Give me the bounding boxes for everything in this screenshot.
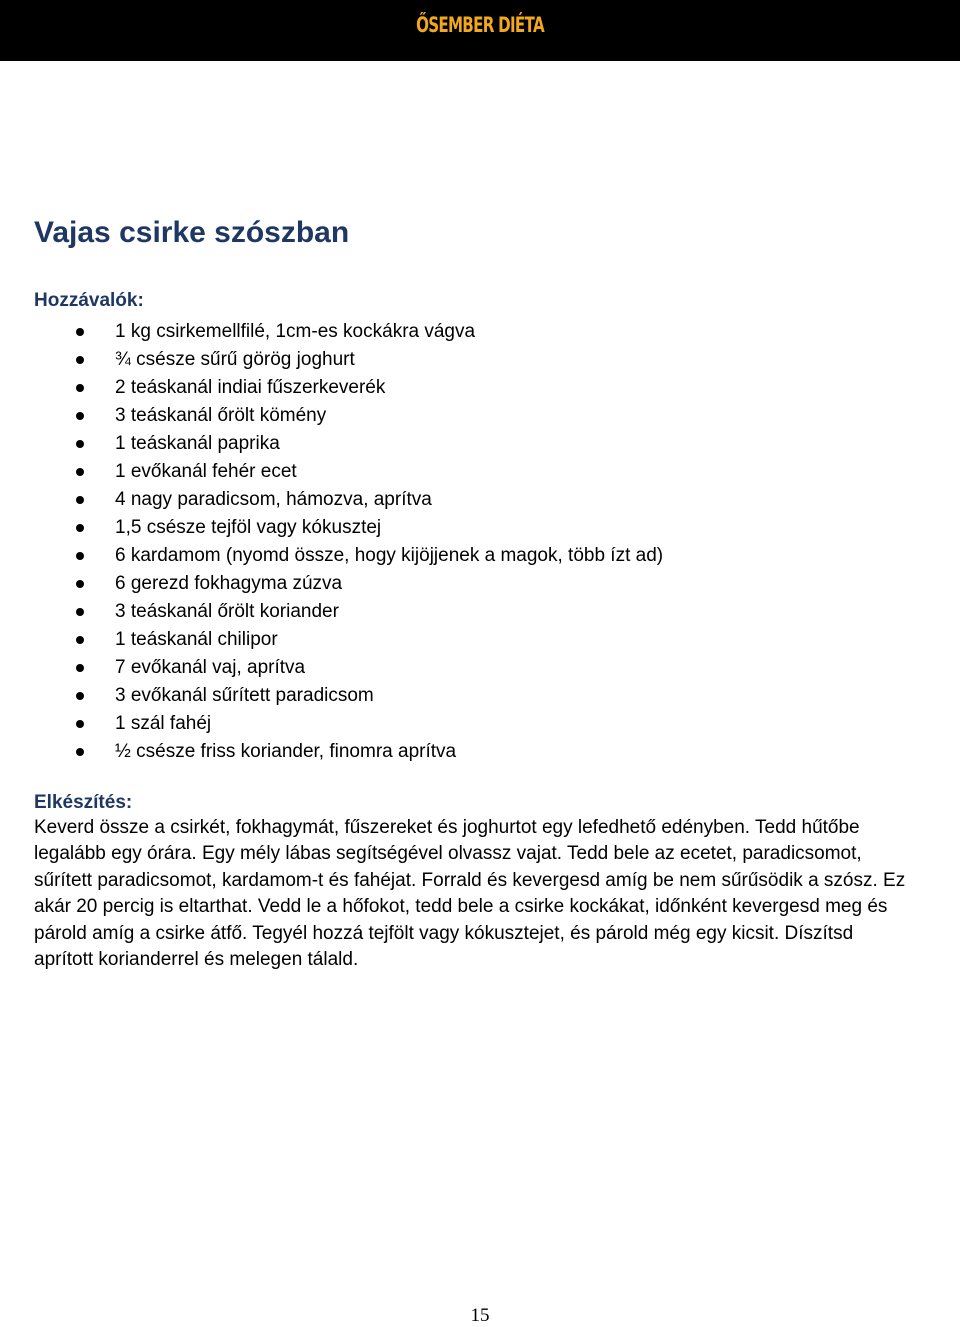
ingredient-text: 6 gerezd fokhagyma zúzva bbox=[115, 573, 343, 594]
preparation-text: Keverd össze a csirkét, fokhagymát, fűszereket és joghurtot egy lefedhető edényben. Tedd hűtőbe legalább egy órára. Egy mély lábas segítségével olvassz vajat. Tedd bele az ecetet, paradicsomot, sűrített paradicsomot, kardamom-t és fahéjat. Forrald és kevergesd amíg be nem sűrűsödik a szósz. Ez akár 20 percig is eltarthat. Vedd le a hőfokot, tedd bele a csirke kockákat, időnként kevergesd meg és párold amíg a csirke átfő. Tegyél hozzá tejfölt vagy kókusztejet, és párold még egy kicsit. Díszítsd aprított korianderrel és melegen tálald. bbox=[34, 817, 906, 971]
ingredient-item bbox=[34, 430, 663, 458]
ingredient-text: 3 teáskanál őrölt koriander bbox=[115, 601, 339, 622]
ingredient-text: 6 kardamom (nyomd össze, hogy kijöjjenek a magok, több ízt ad) bbox=[115, 545, 664, 566]
ingredient-item bbox=[34, 514, 663, 542]
ingredients-heading: Hozzávalók: bbox=[34, 290, 144, 311]
ingredient-text: 1 szál fahéj bbox=[115, 713, 212, 734]
bullet-icon bbox=[76, 496, 84, 504]
ingredient-item bbox=[34, 346, 663, 374]
ingredient-text: 2 teáskanál indiai fűszerkeverék bbox=[115, 377, 386, 398]
bullet-icon bbox=[76, 552, 84, 560]
ingredient-text: 3 teáskanál őrölt kömény bbox=[115, 405, 327, 426]
bullet-icon bbox=[76, 412, 84, 420]
bullet-icon bbox=[76, 664, 84, 672]
ingredient-item bbox=[34, 486, 663, 514]
ingredient-text: 3 evőkanál sűrített paradicsom bbox=[115, 685, 374, 706]
ingredient-item bbox=[34, 542, 663, 570]
ingredient-item bbox=[34, 458, 663, 486]
ingredient-item bbox=[34, 318, 663, 346]
ingredient-item bbox=[34, 738, 663, 766]
ingredient-text: 1,5 csésze tejföl vagy kókusztej bbox=[115, 517, 382, 538]
ingredient-item bbox=[34, 598, 663, 626]
recipe-title: Vajas csirke szószban bbox=[34, 216, 350, 249]
ingredient-text: 1 kg csirkemellfilé, 1cm-es kockákra vágva bbox=[115, 321, 476, 342]
ingredient-item bbox=[34, 626, 663, 654]
bullet-icon bbox=[76, 524, 84, 532]
ingredient-item bbox=[34, 710, 663, 738]
bullet-icon bbox=[76, 720, 84, 728]
bullet-icon bbox=[76, 580, 84, 588]
header-bar bbox=[0, 0, 960, 61]
bullet-icon bbox=[76, 328, 84, 336]
ingredient-item bbox=[34, 374, 663, 402]
ingredient-item bbox=[34, 682, 663, 710]
ingredient-text: 1 teáskanál paprika bbox=[115, 433, 280, 454]
ingredient-text: 1 teáskanál chilipor bbox=[115, 629, 278, 650]
bullet-icon bbox=[76, 384, 84, 392]
ingredients-list bbox=[34, 318, 663, 766]
ingredient-item bbox=[34, 570, 663, 598]
bullet-icon bbox=[76, 636, 84, 644]
page-number: 15 bbox=[470, 1305, 490, 1326]
ingredient-text: 4 nagy paradicsom, hámozva, aprítva bbox=[115, 489, 432, 510]
brand-logo: ŐSEMBER DIÉTA bbox=[416, 13, 544, 37]
ingredient-text: ¾ csésze sűrű görög joghurt bbox=[115, 349, 355, 370]
ingredient-item bbox=[34, 402, 663, 430]
bullet-icon bbox=[76, 608, 84, 616]
ingredient-text: 1 evőkanál fehér ecet bbox=[115, 461, 297, 482]
ingredient-text: ½ csésze friss koriander, finomra aprítva bbox=[115, 741, 457, 762]
bullet-icon bbox=[76, 356, 84, 364]
ingredient-text: 7 evőkanál vaj, aprítva bbox=[115, 657, 306, 678]
bullet-icon bbox=[76, 468, 84, 476]
ingredient-item bbox=[34, 654, 663, 682]
bullet-icon bbox=[76, 748, 84, 756]
bullet-icon bbox=[76, 692, 84, 700]
bullet-icon bbox=[76, 440, 84, 448]
preparation-heading: Elkészítés: bbox=[34, 792, 133, 813]
